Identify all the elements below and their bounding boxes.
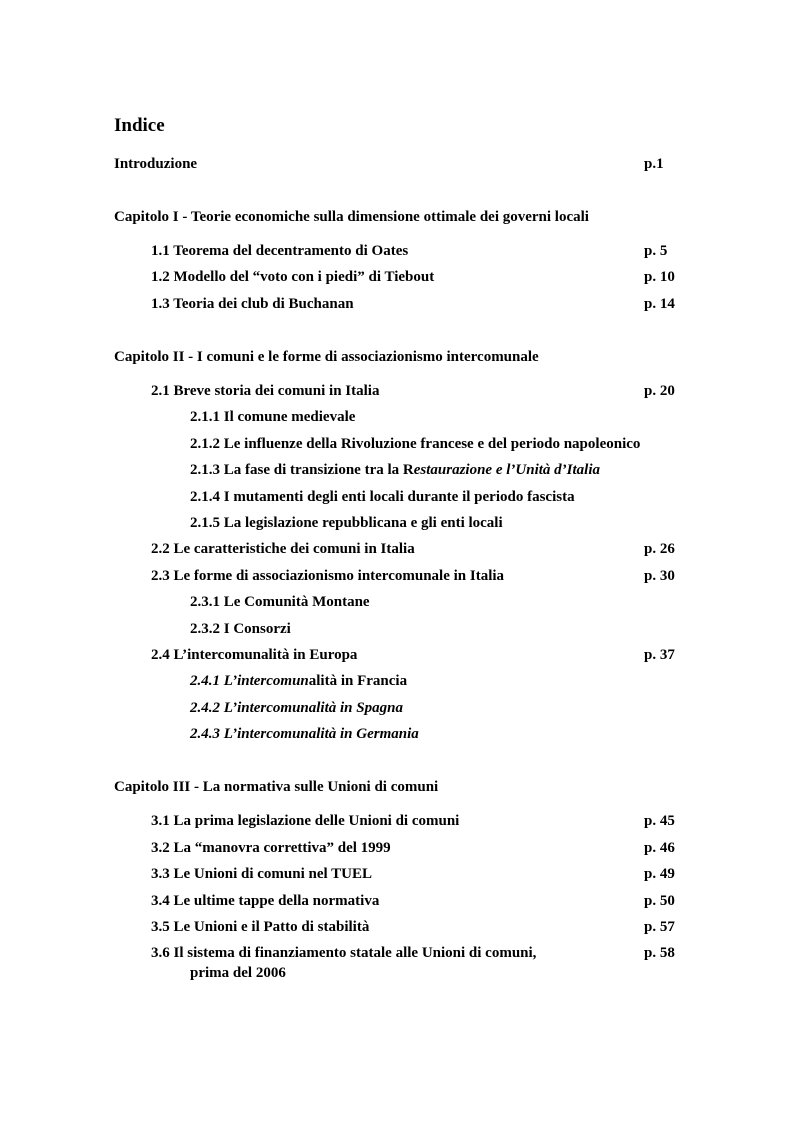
toc-entry-2-1-3-part2: estaurazione e l’Unità d’Italia bbox=[413, 462, 600, 478]
toc-entry-3-6: 3.6 Il sistema di finanziamento statale alle Unioni di comuni, bbox=[151, 945, 537, 961]
toc-page-1-1: p. 5 bbox=[644, 243, 668, 259]
toc-page-3-2: p. 46 bbox=[644, 840, 675, 856]
toc-entry-2-3-2: 2.3.2 I Consorzi bbox=[190, 621, 291, 637]
toc-page-introduzione: p.1 bbox=[644, 156, 664, 172]
toc-entry-2-4-1-part1: 2.4.1 L’intercomun bbox=[190, 673, 309, 689]
toc-page-3-1: p. 45 bbox=[644, 813, 675, 829]
toc-entry-2-1-1: 2.1.1 Il comune medievale bbox=[190, 409, 356, 425]
page-title: Indice bbox=[114, 115, 165, 136]
toc-page-1-2: p. 10 bbox=[644, 269, 675, 285]
toc-entry-2-2: 2.2 Le caratteristiche dei comuni in Italia bbox=[151, 541, 415, 557]
toc-entry-2-1-4: 2.1.4 I mutamenti degli enti locali durante il periodo fascista bbox=[190, 489, 575, 505]
toc-entry-2-3: 2.3 Le forme di associazionismo intercomunale in Italia bbox=[151, 568, 505, 584]
toc-entry-2-1: 2.1 Breve storia dei comuni in Italia bbox=[151, 383, 380, 399]
toc-page-3-4: p. 50 bbox=[644, 893, 675, 909]
toc-entry-3-6-continued: prima del 2006 bbox=[190, 965, 286, 981]
toc-entry-2-4-1 bbox=[190, 672, 407, 690]
toc-entry-introduzione: Introduzione bbox=[114, 156, 198, 172]
toc-entry-2-4-2: 2.4.2 L’intercomunalità in Spagna bbox=[190, 700, 403, 716]
toc-entry-2-1-3-part1: 2.1.3 La fase di transizione tra la R bbox=[190, 462, 414, 478]
toc-page-2-2: p. 26 bbox=[644, 541, 675, 557]
chapter-2-title: Capitolo II - I comuni e le forme di associazionismo intercomunale bbox=[114, 349, 539, 365]
toc-page-3-3: p. 49 bbox=[644, 866, 675, 882]
toc-entry-3-1: 3.1 La prima legislazione delle Unioni di comuni bbox=[151, 813, 460, 829]
toc-entry-2-4-3: 2.4.3 L’intercomunalità in Germania bbox=[190, 726, 419, 742]
toc-entry-2-1-3 bbox=[190, 461, 600, 479]
toc-entry-3-2: 3.2 La “manovra correttiva” del 1999 bbox=[151, 840, 391, 856]
toc-entry-1-3: 1.3 Teoria dei club di Buchanan bbox=[151, 296, 354, 312]
toc-entry-3-3: 3.3 Le Unioni di comuni nel TUEL bbox=[151, 866, 373, 882]
toc-entry-2-1-5: 2.1.5 La legislazione repubblicana e gli enti locali bbox=[190, 515, 503, 531]
toc-page-1-3: p. 14 bbox=[644, 296, 675, 312]
toc-page-2-3: p. 30 bbox=[644, 568, 675, 584]
toc-entry-2-3-1: 2.3.1 Le Comunità Montane bbox=[190, 594, 370, 610]
toc-page-3-5: p. 57 bbox=[644, 919, 675, 935]
toc-page-2-1: p. 20 bbox=[644, 383, 675, 399]
toc-entry-3-4: 3.4 Le ultime tappe della normativa bbox=[151, 893, 380, 909]
toc-entry-1-2: 1.2 Modello del “voto con i piedi” di Tiebout bbox=[151, 269, 435, 285]
toc-page-2-4: p. 37 bbox=[644, 647, 675, 663]
toc-entry-2-4-1-part2: alità in Francia bbox=[308, 673, 408, 689]
chapter-3-title: Capitolo III - La normativa sulle Unioni di comuni bbox=[114, 779, 439, 795]
toc-entry-2-1-2: 2.1.2 Le influenze della Rivoluzione francese e del periodo napoleonico bbox=[190, 436, 641, 452]
toc-entry-3-5: 3.5 Le Unioni e il Patto di stabilità bbox=[151, 919, 370, 935]
toc-entry-1-1: 1.1 Teorema del decentramento di Oates bbox=[151, 243, 409, 259]
chapter-1-title: Capitolo I - Teorie economiche sulla dimensione ottimale dei governi locali bbox=[114, 209, 589, 225]
toc-page-3-6: p. 58 bbox=[644, 945, 675, 961]
toc-entry-2-4: 2.4 L’intercomunalità in Europa bbox=[151, 647, 358, 663]
